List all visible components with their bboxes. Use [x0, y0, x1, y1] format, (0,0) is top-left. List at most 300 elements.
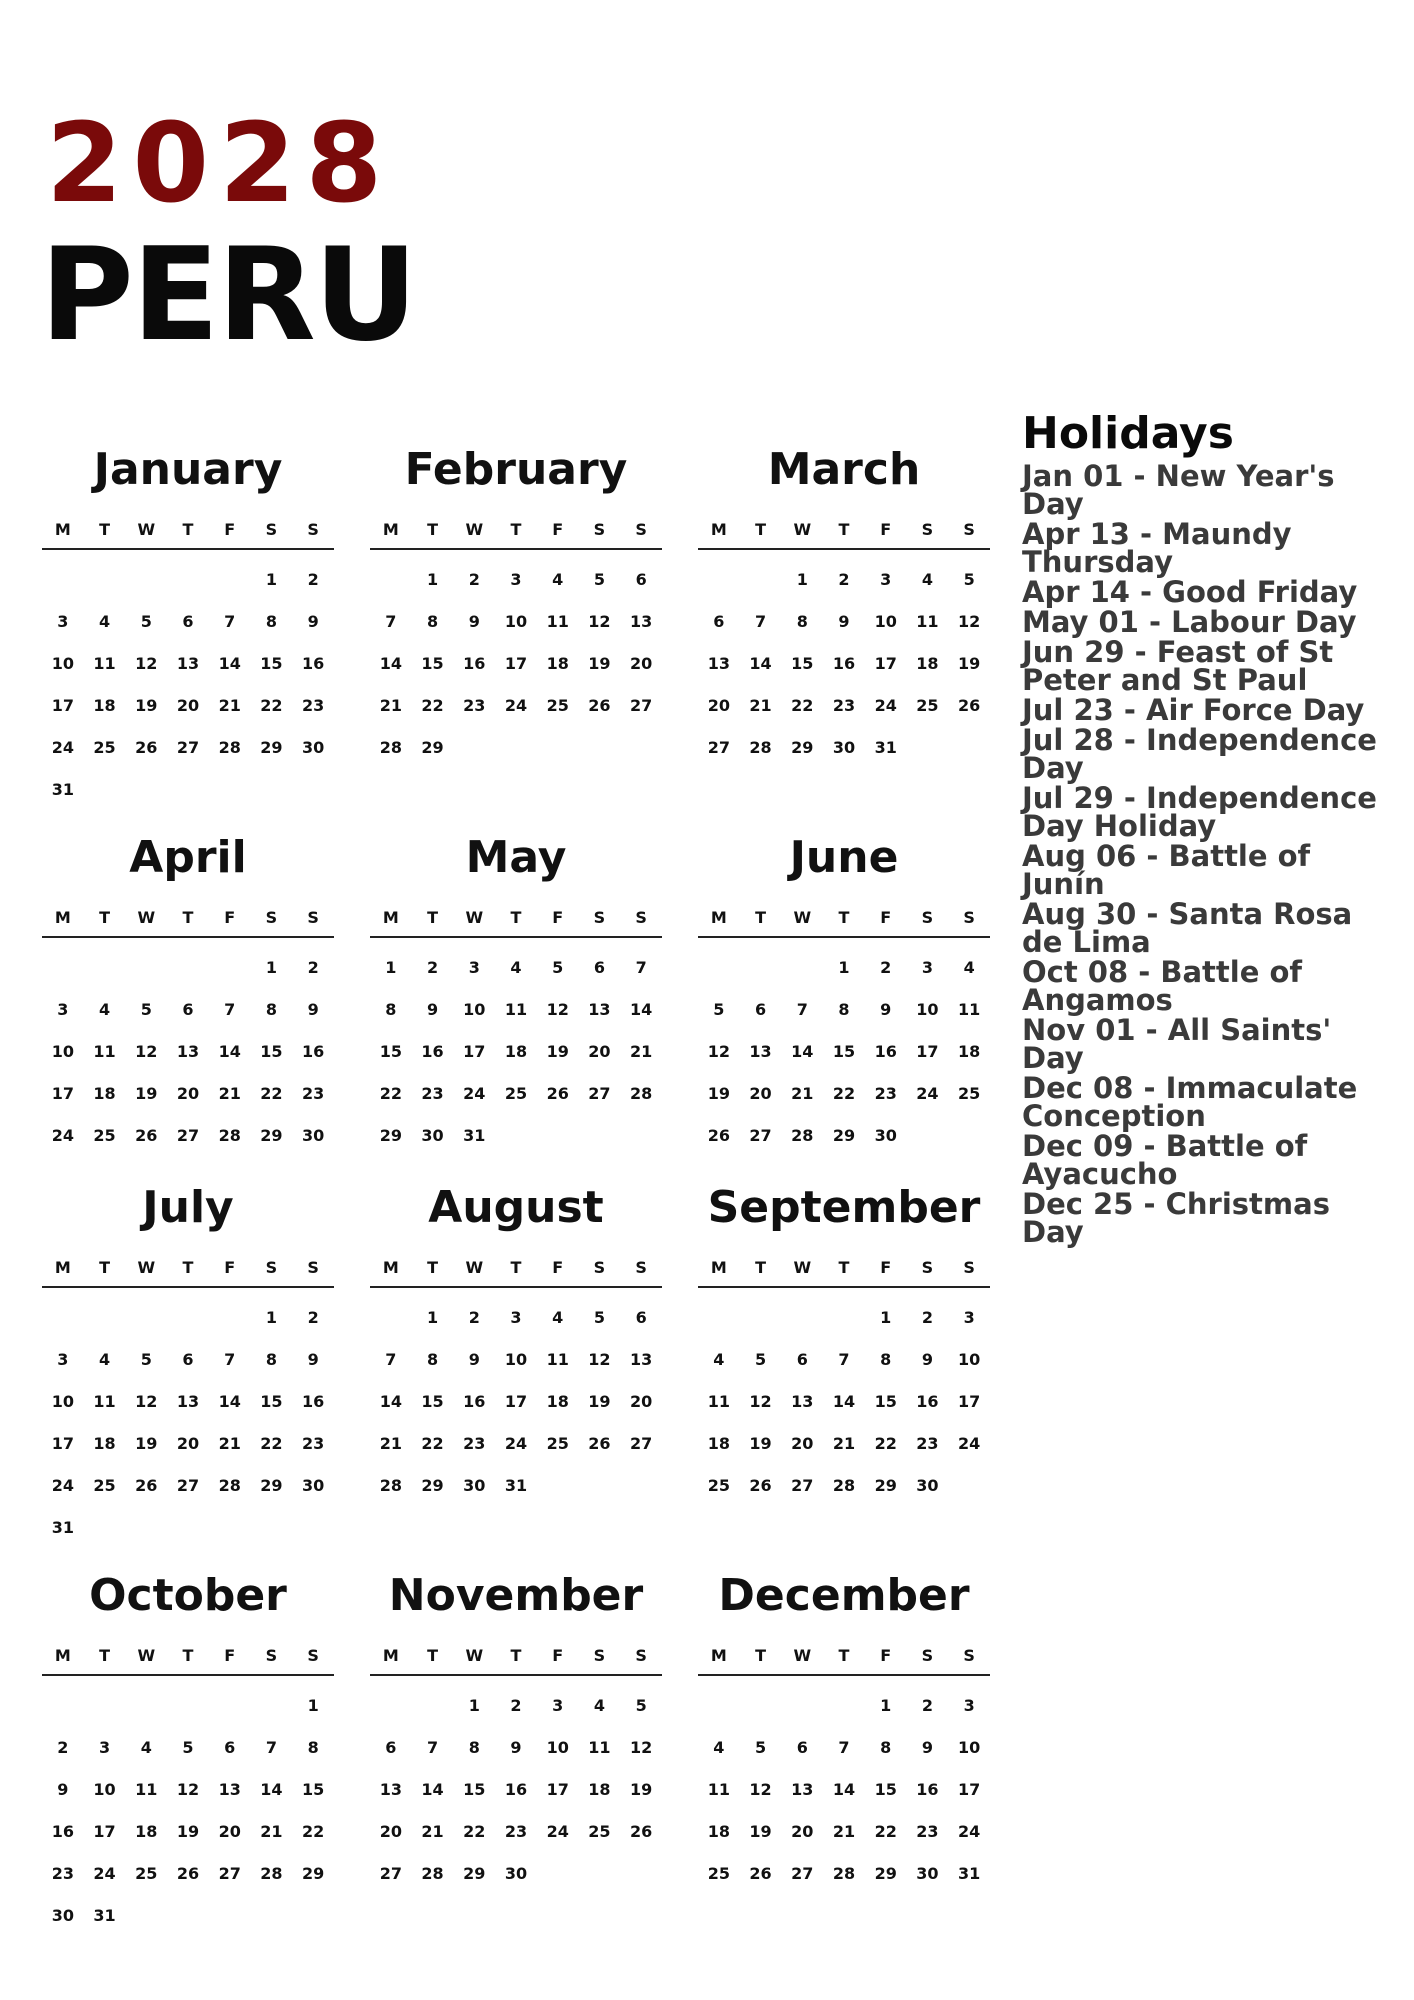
day-cell: 28: [749, 737, 772, 757]
day-grid: [42, 1296, 334, 1548]
day-cell: 21: [218, 1083, 241, 1103]
weekday-label: T: [838, 520, 850, 539]
day-cell: 26: [749, 1863, 772, 1883]
day-cell: 25: [958, 1083, 981, 1103]
month-title: April: [129, 832, 247, 883]
month-december: [698, 1556, 990, 1950]
weekday-label: F: [224, 1258, 236, 1277]
day-cell: 9: [307, 1349, 319, 1369]
weekday-label: S: [635, 520, 647, 539]
day-cell: 22: [260, 1083, 283, 1103]
day-cell: 18: [93, 1433, 116, 1453]
weekday-label: T: [510, 520, 522, 539]
weekday-label: W: [465, 520, 484, 539]
day-cell: 3: [98, 1737, 111, 1757]
day-cell: 25: [916, 695, 939, 715]
day-cell: 17: [546, 1779, 569, 1799]
day-cell: 8: [880, 1349, 892, 1369]
day-cell: 29: [379, 1125, 402, 1145]
day-cell: 14: [260, 1779, 283, 1799]
day-grid: [698, 558, 990, 768]
day-cell: 26: [630, 1821, 653, 1841]
day-cell: 10: [51, 1041, 74, 1061]
day-cell: 1: [385, 957, 397, 977]
day-cell: 20: [176, 1083, 200, 1103]
day-cell: 20: [707, 695, 730, 715]
holiday-item: Jul 23 - Air Force Day: [1022, 693, 1365, 727]
day-cell: 20: [630, 1391, 653, 1411]
day-cell: 11: [958, 999, 981, 1019]
weekday-header: [370, 908, 662, 938]
day-cell: 15: [421, 653, 444, 673]
day-cell: 23: [832, 695, 856, 715]
day-cell: 10: [504, 1349, 528, 1369]
day-cell: 21: [218, 1433, 241, 1453]
day-cell: 11: [93, 1391, 116, 1411]
day-cell: 17: [51, 1083, 74, 1103]
day-cell: 5: [754, 1737, 767, 1757]
day-cell: 10: [463, 999, 486, 1019]
day-cell: 26: [135, 1125, 158, 1145]
day-cell: 12: [135, 1391, 158, 1411]
weekday-label: T: [838, 908, 850, 927]
day-cell: 19: [176, 1821, 200, 1841]
day-cell: 5: [593, 569, 605, 589]
day-cell: 7: [838, 1737, 850, 1757]
weekday-label: M: [710, 908, 727, 927]
day-cell: 20: [379, 1821, 402, 1841]
day-cell: 24: [504, 695, 528, 715]
holiday-item: Jul 28 - Independence Day: [1022, 723, 1377, 785]
weekday-label: W: [465, 1646, 484, 1665]
day-cell: 5: [635, 1695, 647, 1715]
holiday-item: Apr 14 - Good Friday: [1022, 575, 1358, 609]
day-cell: 19: [749, 1433, 772, 1453]
holiday-item: Jul 29 - Independence Day Holiday: [1022, 781, 1377, 843]
day-cell: 16: [874, 1041, 897, 1061]
day-cell: 12: [135, 1041, 158, 1061]
month-january: [42, 430, 334, 818]
day-cell: 30: [421, 1125, 444, 1145]
day-cell: 29: [463, 1863, 486, 1883]
day-cell: 21: [832, 1821, 856, 1841]
day-cell: 7: [224, 611, 236, 631]
day-cell: 3: [57, 1349, 69, 1369]
day-cell: 19: [588, 653, 611, 673]
day-cell: 30: [916, 1863, 939, 1883]
day-cell: 23: [302, 1083, 325, 1103]
day-cell: 5: [552, 957, 564, 977]
day-cell: 31: [958, 1863, 981, 1883]
day-cell: 27: [379, 1863, 402, 1883]
day-cell: 21: [379, 695, 402, 715]
day-cell: 1: [796, 569, 808, 589]
day-cell: 28: [791, 1125, 814, 1145]
weekday-label: F: [552, 520, 564, 539]
day-cell: 4: [921, 569, 933, 589]
holiday-item: Aug 06 - Battle of Junín: [1022, 839, 1311, 901]
day-cell: 12: [588, 1349, 611, 1369]
weekday-header: [42, 1646, 334, 1676]
day-cell: 16: [916, 1779, 939, 1799]
day-cell: 9: [510, 1737, 522, 1757]
day-cell: 10: [93, 1779, 116, 1799]
day-cell: 27: [630, 1433, 653, 1453]
country-title: PERU: [40, 221, 416, 370]
day-cell: 19: [135, 1433, 158, 1453]
day-cell: 1: [468, 1695, 480, 1715]
day-cell: 22: [874, 1821, 897, 1841]
weekday-label: W: [137, 1258, 156, 1277]
day-cell: 20: [176, 695, 200, 715]
weekday-label: T: [755, 1258, 767, 1277]
day-cell: 28: [379, 1475, 402, 1495]
weekday-label: F: [552, 1258, 564, 1277]
day-cell: 24: [93, 1863, 116, 1883]
day-cell: 28: [379, 737, 402, 757]
day-cell: 14: [379, 653, 402, 673]
day-cell: 16: [302, 653, 325, 673]
day-cell: 1: [880, 1695, 892, 1715]
weekday-label: S: [963, 1646, 975, 1665]
day-cell: 16: [302, 1041, 325, 1061]
day-cell: 23: [463, 1433, 486, 1453]
holiday-item: Apr 13 - Maundy Thursday: [1022, 517, 1292, 579]
day-cell: 26: [135, 1475, 158, 1495]
day-cell: 26: [176, 1863, 200, 1883]
day-cell: 19: [707, 1083, 730, 1103]
month-title: May: [465, 832, 567, 883]
weekday-label: W: [137, 520, 156, 539]
day-cell: 23: [874, 1083, 897, 1103]
day-cell: 14: [421, 1779, 444, 1799]
day-cell: 13: [218, 1779, 241, 1799]
holiday-item: Jan 01 - New Year's Day: [1022, 459, 1335, 521]
day-cell: 10: [51, 653, 74, 673]
weekday-label: S: [635, 1646, 647, 1665]
day-cell: 24: [504, 1433, 528, 1453]
month-june: [698, 818, 990, 1168]
weekday-label: S: [963, 1258, 975, 1277]
day-cell: 24: [958, 1821, 981, 1841]
weekday-label: W: [137, 1646, 156, 1665]
day-cell: 7: [796, 999, 808, 1019]
day-cell: 13: [791, 1779, 814, 1799]
day-grid: [370, 558, 662, 768]
weekday-label: T: [427, 1258, 439, 1277]
weekday-label: T: [755, 1646, 767, 1665]
day-cell: 13: [176, 1041, 200, 1061]
day-grid: [370, 1684, 662, 1894]
day-cell: 8: [307, 1737, 319, 1757]
day-cell: 2: [57, 1737, 69, 1757]
day-cell: 2: [838, 569, 850, 589]
weekday-label: M: [382, 908, 399, 927]
day-cell: 24: [874, 695, 897, 715]
day-cell: 22: [463, 1821, 486, 1841]
day-cell: 5: [963, 569, 975, 589]
weekday-label: S: [921, 1258, 934, 1277]
weekday-label: M: [54, 1646, 71, 1665]
day-cell: 1: [307, 1695, 319, 1715]
day-cell: 30: [51, 1905, 74, 1925]
day-cell: 20: [791, 1821, 814, 1841]
month-title: March: [767, 444, 921, 495]
day-cell: 22: [874, 1433, 897, 1453]
weekday-header: [42, 1258, 334, 1288]
day-cell: 5: [593, 1307, 605, 1327]
weekday-label: F: [880, 1258, 892, 1277]
day-cell: 11: [546, 611, 569, 631]
weekday-label: S: [593, 1258, 606, 1277]
weekday-label: M: [382, 1258, 399, 1277]
day-cell: 23: [421, 1083, 444, 1103]
day-cell: 21: [832, 1433, 856, 1453]
day-cell: 15: [260, 653, 283, 673]
day-cell: 15: [302, 1779, 325, 1799]
day-cell: 10: [958, 1737, 981, 1757]
weekday-label: S: [265, 1646, 278, 1665]
day-cell: 12: [135, 653, 158, 673]
weekday-header: [698, 520, 990, 550]
day-cell: 10: [916, 999, 939, 1019]
day-cell: 8: [426, 1349, 439, 1369]
day-cell: 16: [504, 1779, 528, 1799]
day-cell: 13: [588, 999, 611, 1019]
day-cell: 18: [546, 653, 569, 673]
day-cell: 8: [265, 611, 277, 631]
day-cell: 22: [791, 695, 814, 715]
day-cell: 16: [832, 653, 856, 673]
day-cell: 6: [182, 999, 194, 1019]
day-cell: 15: [791, 653, 814, 673]
day-cell: 2: [307, 957, 319, 977]
day-cell: 28: [421, 1863, 444, 1883]
day-cell: 29: [874, 1863, 897, 1883]
weekday-label: S: [963, 908, 975, 927]
day-cell: 2: [921, 1307, 933, 1327]
day-cell: 29: [832, 1125, 856, 1145]
weekday-label: T: [510, 908, 522, 927]
day-cell: 10: [51, 1391, 74, 1411]
day-cell: 14: [630, 999, 653, 1019]
day-cell: 18: [916, 653, 939, 673]
day-cell: 29: [302, 1863, 325, 1883]
day-cell: 6: [224, 1737, 236, 1757]
holiday-item: Dec 09 - Battle of Ayacucho: [1022, 1129, 1308, 1191]
day-cell: 2: [468, 1307, 480, 1327]
day-cell: 26: [958, 695, 981, 715]
weekday-label: F: [552, 1646, 564, 1665]
day-cell: 17: [51, 1433, 74, 1453]
weekday-header: [370, 1258, 662, 1288]
month-title: January: [93, 444, 283, 495]
weekday-label: S: [265, 908, 278, 927]
day-cell: 21: [749, 695, 772, 715]
day-cell: 18: [93, 1083, 116, 1103]
day-cell: 7: [385, 611, 397, 631]
month-may: [370, 818, 662, 1168]
day-cell: 12: [958, 611, 981, 631]
day-cell: 3: [921, 957, 933, 977]
weekday-header: [698, 1258, 990, 1288]
weekday-label: S: [307, 1258, 319, 1277]
day-cell: 6: [385, 1737, 397, 1757]
day-cell: 27: [218, 1863, 241, 1883]
day-cell: 17: [504, 1391, 528, 1411]
day-grid: [42, 946, 334, 1156]
day-cell: 13: [749, 1041, 772, 1061]
weekday-label: T: [182, 908, 194, 927]
weekday-label: S: [307, 1646, 319, 1665]
day-cell: 25: [93, 737, 116, 757]
day-cell: 1: [880, 1307, 892, 1327]
day-cell: 9: [838, 611, 850, 631]
day-cell: 12: [588, 611, 611, 631]
day-cell: 6: [713, 611, 725, 631]
day-cell: 21: [630, 1041, 653, 1061]
day-cell: 12: [630, 1737, 653, 1757]
day-grid: [370, 946, 662, 1156]
weekday-label: W: [793, 520, 812, 539]
weekday-label: T: [427, 908, 439, 927]
day-cell: 14: [218, 653, 241, 673]
weekday-label: W: [793, 908, 812, 927]
day-cell: 25: [93, 1475, 116, 1495]
day-cell: 11: [93, 1041, 116, 1061]
day-cell: 8: [796, 611, 808, 631]
day-cell: 22: [832, 1083, 856, 1103]
day-cell: 17: [958, 1779, 981, 1799]
day-cell: 1: [265, 1307, 277, 1327]
day-cell: 3: [468, 957, 480, 977]
day-cell: 8: [385, 999, 397, 1019]
day-cell: 8: [468, 1737, 480, 1757]
day-cell: 13: [176, 1391, 200, 1411]
day-cell: 28: [218, 1475, 241, 1495]
day-cell: 23: [916, 1821, 939, 1841]
day-cell: 2: [426, 957, 439, 977]
day-cell: 5: [754, 1349, 767, 1369]
weekday-label: W: [793, 1646, 812, 1665]
weekday-label: M: [710, 1258, 727, 1277]
holiday-item: Oct 08 - Battle of Angamos: [1022, 955, 1303, 1017]
day-cell: 3: [963, 1695, 975, 1715]
day-cell: 9: [426, 999, 439, 1019]
day-cell: 22: [260, 1433, 283, 1453]
day-cell: 23: [916, 1433, 939, 1453]
weekday-header: [370, 520, 662, 550]
day-cell: 6: [182, 611, 194, 631]
day-cell: 6: [796, 1737, 808, 1757]
weekday-label: F: [880, 1646, 892, 1665]
day-cell: 29: [791, 737, 814, 757]
day-cell: 3: [57, 611, 69, 631]
holiday-item: May 01 - Labour Day: [1022, 605, 1357, 639]
day-cell: 29: [260, 1475, 283, 1495]
weekday-label: F: [224, 520, 236, 539]
holiday-item: Aug 30 - Santa Rosa de Lima: [1022, 897, 1353, 959]
day-cell: 28: [260, 1863, 283, 1883]
day-cell: 11: [135, 1779, 158, 1799]
month-march: [698, 430, 990, 818]
day-cell: 26: [749, 1475, 772, 1495]
day-cell: 27: [791, 1863, 814, 1883]
day-cell: 18: [546, 1391, 569, 1411]
day-cell: 4: [713, 1349, 725, 1369]
holiday-item: Nov 01 - All Saints' Day: [1022, 1013, 1332, 1075]
day-cell: 4: [510, 957, 522, 977]
day-grid: [370, 1296, 662, 1506]
day-cell: 19: [135, 695, 158, 715]
day-cell: 12: [749, 1391, 772, 1411]
day-cell: 24: [51, 1475, 74, 1495]
day-cell: 20: [176, 1433, 200, 1453]
day-cell: 16: [421, 1041, 444, 1061]
day-cell: 19: [135, 1083, 158, 1103]
day-cell: 6: [796, 1349, 808, 1369]
day-cell: 9: [921, 1737, 933, 1757]
month-february: [370, 430, 662, 818]
day-cell: 27: [588, 1083, 611, 1103]
day-cell: 23: [51, 1863, 74, 1883]
weekday-label: M: [382, 520, 399, 539]
day-cell: 19: [630, 1779, 653, 1799]
day-cell: 27: [749, 1125, 772, 1145]
day-cell: 23: [504, 1821, 528, 1841]
day-cell: 21: [791, 1083, 814, 1103]
weekday-label: T: [838, 1258, 850, 1277]
month-august: [370, 1168, 662, 1556]
day-cell: 22: [379, 1083, 402, 1103]
day-cell: 30: [302, 1475, 325, 1495]
day-cell: 7: [385, 1349, 397, 1369]
day-cell: 31: [51, 779, 74, 799]
day-cell: 27: [791, 1475, 814, 1495]
day-cell: 21: [421, 1821, 444, 1841]
weekday-header: [698, 1646, 990, 1676]
day-cell: 8: [265, 1349, 277, 1369]
day-cell: 18: [135, 1821, 158, 1841]
day-cell: 13: [176, 653, 200, 673]
day-cell: 9: [468, 1349, 480, 1369]
day-cell: 7: [838, 1349, 850, 1369]
weekday-label: M: [54, 1258, 71, 1277]
weekday-label: S: [635, 908, 647, 927]
day-cell: 25: [135, 1863, 158, 1883]
weekday-label: S: [921, 908, 934, 927]
day-cell: 9: [57, 1779, 69, 1799]
day-cell: 31: [463, 1125, 486, 1145]
day-cell: 18: [707, 1433, 730, 1453]
day-cell: 17: [51, 695, 74, 715]
day-cell: 17: [504, 653, 528, 673]
day-cell: 19: [958, 653, 981, 673]
day-cell: 30: [302, 737, 325, 757]
day-cell: 18: [93, 695, 116, 715]
day-cell: 15: [379, 1041, 402, 1061]
day-grid: [698, 1684, 990, 1894]
weekday-label: S: [963, 520, 975, 539]
day-cell: 14: [791, 1041, 814, 1061]
day-cell: 24: [916, 1083, 939, 1103]
month-july: [42, 1168, 334, 1556]
day-cell: 17: [93, 1821, 116, 1841]
month-april: [42, 818, 334, 1168]
day-cell: 17: [874, 653, 897, 673]
day-cell: 26: [135, 737, 158, 757]
month-title: July: [142, 1182, 234, 1233]
